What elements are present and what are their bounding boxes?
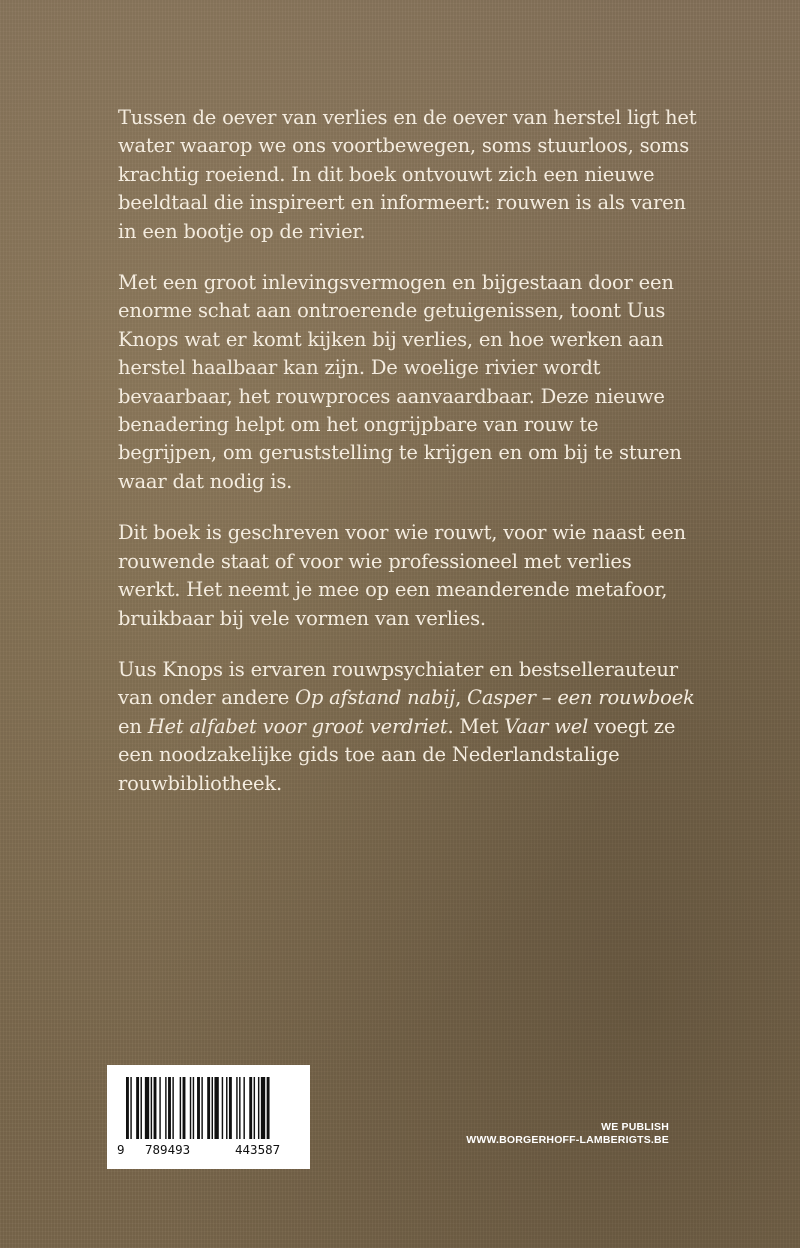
barcode-bar xyxy=(258,1077,259,1139)
barcode-bar xyxy=(254,1077,255,1139)
isbn-group-1: 789493 xyxy=(145,1142,191,1157)
isbn-digit-first: 9 xyxy=(117,1142,125,1157)
isbn-group-2: 443587 xyxy=(235,1142,281,1157)
barcode-bar xyxy=(126,1077,129,1139)
barcode-bar xyxy=(183,1077,186,1139)
barcode-bar xyxy=(168,1077,171,1139)
paragraph-2: Met een groot inlevingsvermogen en bijgestaan door een enorme schat aan ontroerende getuigenissen, toont Uus Knops wat er komt kijken bij verlies, en hoe werken aan herstel haalbaar kan zijn. De woelige rivier wordt bevaarbaar, het rouwproces aanvaardbaar. Deze nieuwe benadering helpt om het ongrijpbare van rouw te begrijpen, om geruststelling te krijgen en om bij te sturen waar dat nodig is. xyxy=(118,271,682,493)
paragraph-4-author-bio xyxy=(118,656,698,798)
publisher-imprint xyxy=(466,1121,669,1147)
publisher-website: WWW.BORGERHOFF-LAMBERIGTS.BE xyxy=(466,1134,669,1146)
barcode-bar xyxy=(172,1077,173,1139)
barcode-bar xyxy=(197,1077,200,1139)
barcode-bar xyxy=(229,1077,232,1139)
book-title-vaar-wel: Vaar wel xyxy=(504,714,589,738)
bio-text-4: voegt ze een noodzakelijke gids toe aan de Nederlandstalige rouwbibliotheek. xyxy=(118,714,676,795)
book-title-op-afstand-nabij: Op afstand nabij xyxy=(295,686,456,710)
barcode-bar xyxy=(214,1077,218,1139)
barcode-bar xyxy=(141,1077,142,1139)
isbn-number xyxy=(115,1142,305,1162)
barcode-bar xyxy=(261,1077,265,1139)
barcode-bar xyxy=(193,1077,194,1139)
barcode-bar xyxy=(154,1077,157,1139)
barcode-bars xyxy=(120,1077,298,1139)
barcode-bar xyxy=(239,1077,240,1139)
barcode-bar xyxy=(222,1077,223,1139)
barcode-bar xyxy=(226,1077,227,1139)
barcode-bar xyxy=(190,1077,191,1139)
book-title-casper: Casper – een rouwboek xyxy=(467,686,695,710)
barcode-bar xyxy=(267,1077,270,1139)
barcode-bar xyxy=(243,1077,244,1139)
isbn-barcode xyxy=(107,1065,310,1169)
barcode-bar xyxy=(207,1077,210,1139)
barcode-bar xyxy=(136,1077,139,1139)
paragraph-1: Tussen de oever van verlies en de oever van herstel ligt het water waarop we ons voortbewegen, soms stuurloos, soms krachtig roeiend. In dit boek ontvouwt zich een nieuwe beeldtaal die inspireert en informeert: rouwen is als varen in een bootje op de rivier. xyxy=(118,106,697,243)
publisher-tagline: WE PUBLISH xyxy=(601,1121,669,1133)
barcode-bar xyxy=(236,1077,237,1139)
bio-text-3: . Met xyxy=(447,714,505,738)
bio-text-2: en xyxy=(118,714,148,738)
blurb-text xyxy=(118,104,698,821)
paragraph-3: Dit boek is geschreven voor wie rouwt, voor wie naast een rouwende staat of voor wie professioneel met verlies werkt. Het neemt je mee op een meanderende metafoor, bruikbaar bij vele vormen van verlies. xyxy=(118,521,686,630)
barcode-bar xyxy=(165,1077,166,1139)
barcode-bar xyxy=(130,1077,131,1139)
barcode-bar xyxy=(249,1077,252,1139)
barcode-bar xyxy=(212,1077,213,1139)
barcode-bar xyxy=(180,1077,181,1139)
bio-text-1: Uus Knops is ervaren rouwpsychiater en bestsellerauteur van onder andere xyxy=(118,657,678,710)
book-title-alfabet: Het alfabet voor groot verdriet xyxy=(147,714,448,738)
barcode-bar xyxy=(159,1077,160,1139)
barcode-bar xyxy=(201,1077,202,1139)
bio-separator: , xyxy=(455,686,468,710)
barcode-bar xyxy=(145,1077,149,1139)
barcode-bar xyxy=(151,1077,152,1139)
